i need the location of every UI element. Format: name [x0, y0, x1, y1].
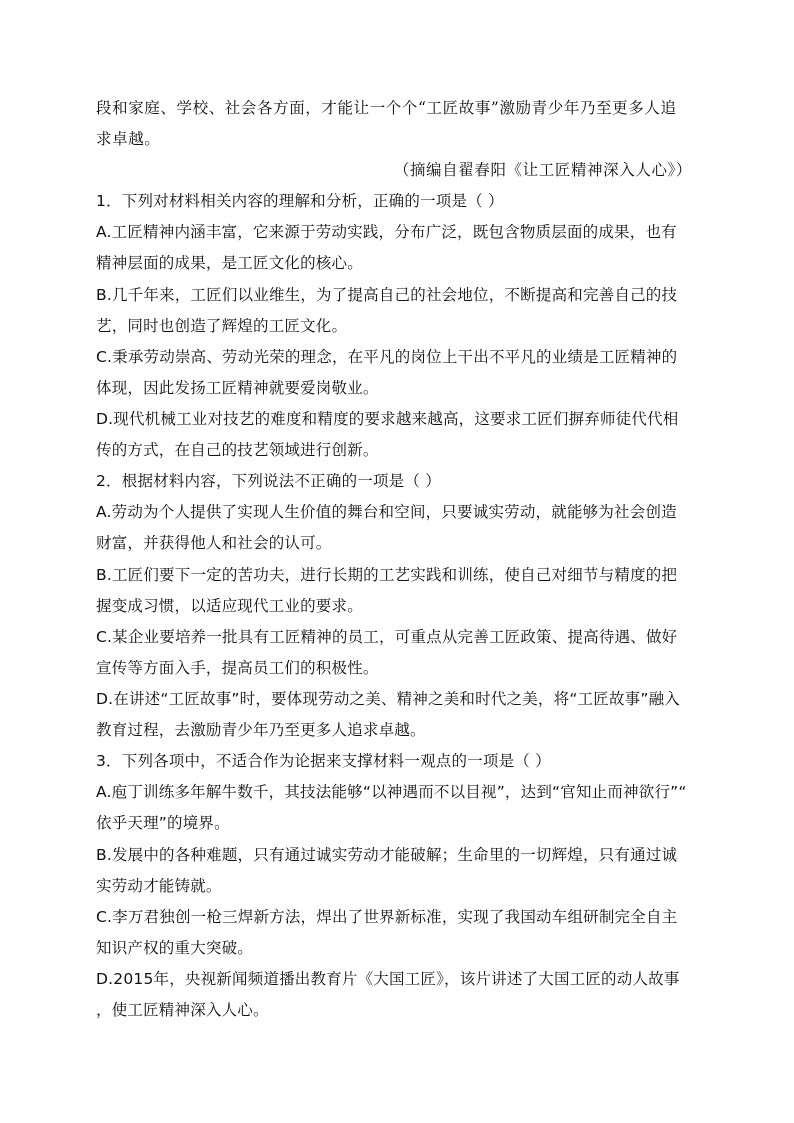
option-c-line: C.李万君独创一枪三焊新方法，焊出了世界新标准，实现了我国动车组研制完全自主	[96, 908, 678, 926]
option-a-line: A.庖丁训练多年解牛数千，其技法能够“以神遇而不以目视”，达到“官知止而神欲行”“	[96, 783, 687, 801]
option-d-line: D.在讲述“工匠故事”时，要体现劳动之美、精神之美和时代之美，将“工匠故事”融入	[96, 690, 680, 708]
passage-source: （摘编自翟春阳《让工匠精神深入人心》）	[393, 161, 692, 179]
option-d-line: D.2015年，央视新闻频道播出教育片《大国工匠》，该片讲述了大国工匠的动人故事	[96, 970, 680, 988]
option-b-line: 握变成习惯，以适应现代工业的要求。	[96, 597, 363, 615]
option-b-line: B.发展中的各种难题，只有通过诚实劳动才能破解；生命里的一切辉煌，只有通过诚	[96, 846, 678, 864]
question-stem: 2．根据材料内容，下列说法不正确的一项是（ ）	[96, 472, 441, 490]
option-c-line: 体现，因此发扬工匠精神就要爱岗敬业。	[96, 379, 379, 397]
passage-line: 求卓越。	[96, 130, 161, 148]
question-stem: 1．下列对材料相关内容的理解和分析，正确的一项是（ ）	[96, 192, 504, 210]
option-a-line: A.劳动为个人提供了实现人生价值的舞台和空间，只要诚实劳动，就能够为社会创造	[96, 503, 677, 521]
option-a-line: A.工匠精神内涵丰富，它来源于劳动实践，分布广泛，既包含物质层面的成果，也有	[96, 223, 677, 241]
passage-line: 段和家庭、学校、社会各方面，才能让一个个“工匠故事”激励青少年乃至更多人追	[96, 99, 677, 117]
question-stem: 3．下列各项中，不适合作为论据来支撑材料一观点的一项是（ ）	[96, 752, 551, 770]
option-b-line: B.几千年来，工匠们以业维生，为了提高自己的社会地位，不断提高和完善自己的技	[96, 286, 678, 304]
option-d-line: D.现代机械工业对技艺的难度和精度的要求越来越高，这要求工匠们摒弃师徒代代相	[96, 410, 679, 428]
option-a-line: 依乎天理”的境界。	[96, 814, 230, 832]
option-d-line: 教育过程，去激励青少年乃至更多人追求卓越。	[96, 721, 426, 739]
option-d-line: 传的方式，在自己的技艺领域进行创新。	[96, 441, 379, 459]
option-b-line: 实劳动才能铸就。	[96, 877, 222, 895]
option-d-line: ，使工匠精神深入人心。	[96, 1001, 269, 1019]
option-c-line: C.秉承劳动崇高、劳动光荣的理念，在平凡的岗位上干出不平凡的业绩是工匠精神的	[96, 348, 678, 366]
option-c-line: C.某企业要培养一批具有工匠精神的员工，可重点从完善工匠政策、提高待遇、做好	[96, 628, 678, 646]
option-a-line: 精神层面的成果，是工匠文化的核心。	[96, 254, 363, 272]
option-b-line: B.工匠们要下一定的苦功夫，进行长期的工艺实践和训练，使自己对细节与精度的把	[96, 566, 678, 584]
option-c-line: 知识产权的重大突破。	[96, 939, 254, 957]
option-c-line: 宣传等方面入手，提高员工们的积极性。	[96, 659, 379, 677]
option-a-line: 财富，并获得他人和社会的认可。	[96, 534, 332, 552]
option-b-line: 艺，同时也创造了辉煌的工匠文化。	[96, 317, 348, 335]
